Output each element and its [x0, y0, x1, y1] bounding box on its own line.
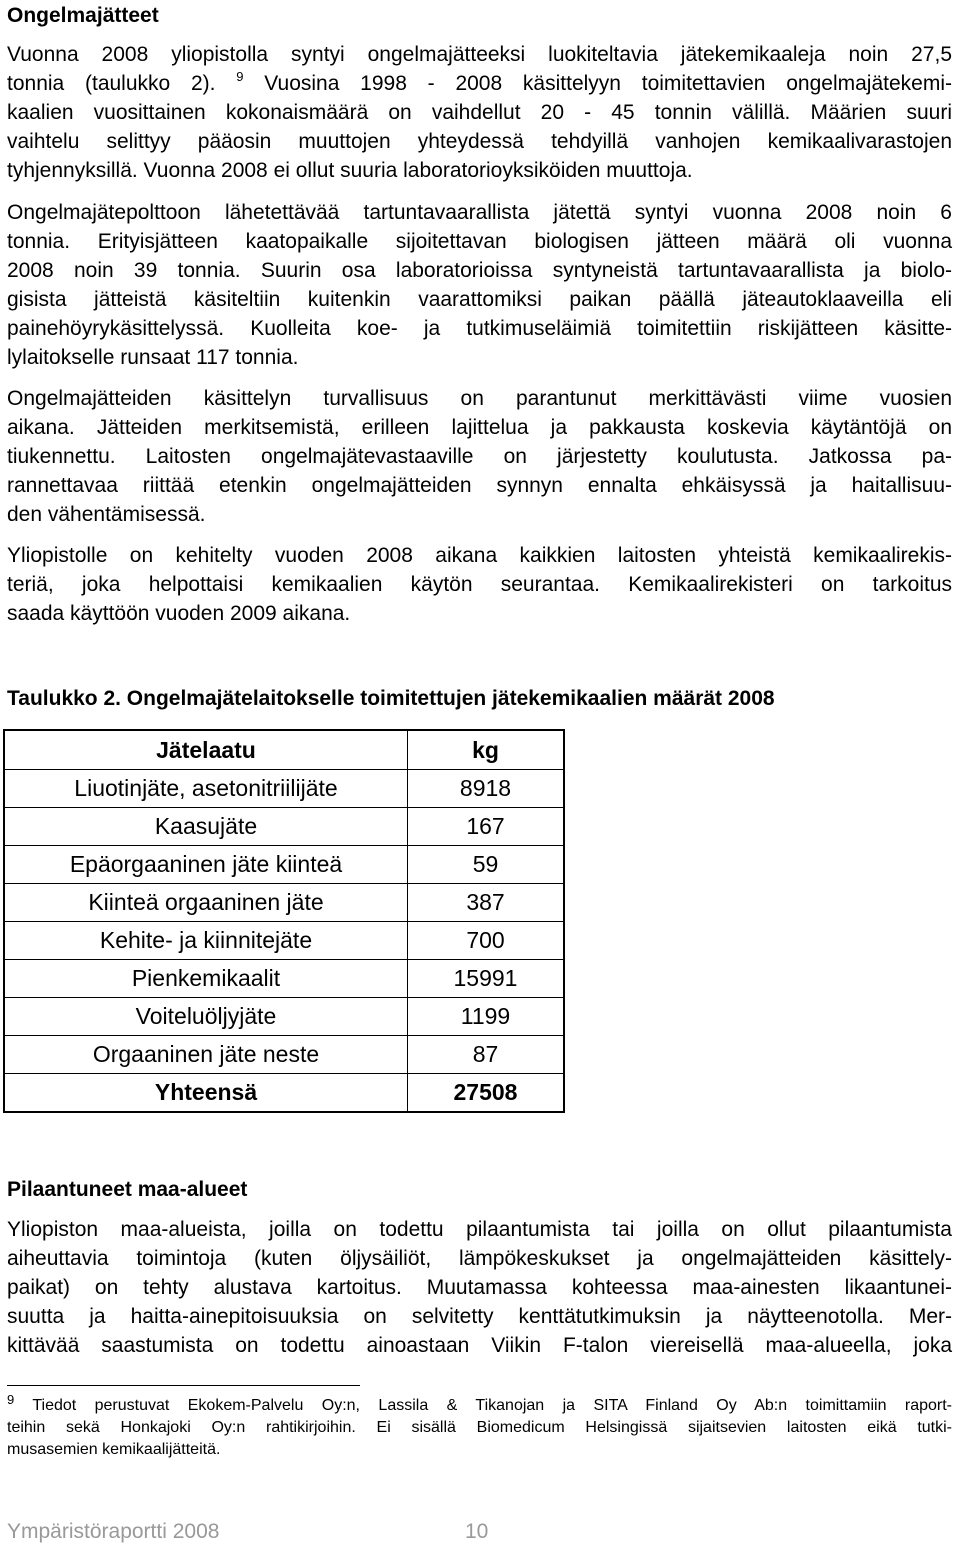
- page-footer: [7, 1520, 489, 1544]
- table-row: [4, 846, 564, 884]
- table-row: [4, 960, 564, 998]
- footnote-line: musasemien kemikaalijätteitä.: [7, 1441, 221, 1458]
- waste-chemicals-table: [3, 729, 565, 1113]
- table-row: [4, 884, 564, 922]
- footnote: [7, 1392, 952, 1461]
- table-row: [4, 770, 564, 808]
- text-fragment: Tiedot perustuvat Ekokem-Palvelu Oy:n, Lassila & Tikanojan ja SITA Finland Oy Ab:n toimittamiin raport-: [14, 1397, 952, 1414]
- text-line: 2008 noin 39 tonnia. Suurin osa laboratorioissa syntyneistä tartuntavaarallista ja biolo-: [7, 259, 952, 282]
- total-label-cell: Yhteensä: [4, 1074, 408, 1113]
- waste-type-cell: Voiteluöljyjäte: [4, 998, 408, 1036]
- kg-cell: 15991: [408, 960, 565, 998]
- kg-cell: 8918: [408, 770, 565, 808]
- waste-type-cell: Epäorgaaninen jäte kiinteä: [4, 846, 408, 884]
- text-line: [7, 69, 952, 98]
- waste-type-cell: Kehite- ja kiinnitejäte: [4, 922, 408, 960]
- footnote-line: [7, 1392, 952, 1417]
- table-total-row: [4, 1074, 564, 1113]
- footnote-reference[interactable]: 9: [236, 69, 244, 84]
- paragraph-infectious-waste: [7, 198, 952, 372]
- text-line: vaihtelu selittyy pääosin muuttojen yhteydessä tehdyillä vanhojen kemikaalivarastojen: [7, 130, 952, 153]
- text-line: tiukennettu. Laitosten ongelmajätevastaaville on järjestetty koulutusta. Jatkossa pa-: [7, 445, 952, 468]
- waste-type-cell: Liuotinjäte, asetonitriilijäte: [4, 770, 408, 808]
- table-header-row: [4, 730, 564, 770]
- footnote-separator: [7, 1385, 360, 1386]
- text-line: Ongelmajätteiden käsittelyn turvallisuus on parantunut merkittävästi viime vuosien: [7, 387, 952, 410]
- text-line: kittävää saastumista on todettu ainoastaan Viikin F-talon viereisellä maa-alueella, joka: [7, 1334, 952, 1357]
- text-line: tyhjennyksillä. Vuonna 2008 ei ollut suuria laboratorioyksiköiden muuttoja.: [7, 159, 693, 182]
- page-number: 10: [465, 1520, 489, 1543]
- text-line: Ongelmajätepolttoon lähetettävää tartuntavaarallista jätettä syntyi vuonna 2008 noin 6: [7, 201, 952, 224]
- kg-cell: 87: [408, 1036, 565, 1074]
- text-line: aiheuttavia toimintoja (kuten öljysäiliöt, lämpökeskukset ja ongelmajätteiden käsittely-: [7, 1247, 952, 1270]
- text-line: rannettavaa riittää etenkin ongelmajätteiden synnyn ennalta ehkäisyssä ja haitallisuu-: [7, 474, 952, 497]
- paragraph-chemical-register: [7, 541, 952, 628]
- table-row: [4, 922, 564, 960]
- text-line: paikat) on tehty alustava kartoitus. Muutamassa kohteessa maa-ainesten likaantunei-: [7, 1276, 952, 1299]
- text-line: Yliopistolle on kehitelty vuoden 2008 aikana kaikkien laitosten yhteistä kemikaalirekis-: [7, 544, 952, 567]
- kg-cell: 1199: [408, 998, 565, 1036]
- kg-cell: 167: [408, 808, 565, 846]
- text-fragment: Vuosina 1998 - 2008 käsittelyyn toimitettavien ongelmajätekemi-: [243, 72, 952, 95]
- footer-title: Ympäristöraportti 2008: [7, 1520, 220, 1543]
- text-line: den vähentämisessä.: [7, 503, 206, 526]
- kg-cell: 700: [408, 922, 565, 960]
- waste-type-cell: Pienkemikaalit: [4, 960, 408, 998]
- text-line: Vuonna 2008 yliopistolla syntyi ongelmajätteeksi luokiteltavia jätekemikaaleja noin 27,5: [7, 43, 952, 66]
- footnote-number: 9: [7, 1392, 15, 1407]
- paragraph-handling-safety: [7, 384, 952, 529]
- paragraph-contaminated-land: [7, 1215, 952, 1360]
- text-line: teriä, joka helpottaisi kemikaalien käytön seurantaa. Kemikaalirekisteri on tarkoitus: [7, 573, 952, 596]
- footnote-line: teihin sekä Honkajoki Oy:n rahtikirjoihin. Ei sisällä Biomedicum Helsingissä sijaitsevien laitosten eikä tutki-: [7, 1419, 952, 1436]
- total-kg-cell: 27508: [408, 1074, 565, 1113]
- text-line: saada käyttöön vuoden 2009 aikana.: [7, 602, 351, 625]
- text-line: tonnia. Erityisjätteen kaatopaikalle sijoitettavan biologisen jätteen määrä oli vuonna: [7, 230, 952, 253]
- table-row: [4, 1036, 564, 1074]
- waste-type-cell: Kaasujäte: [4, 808, 408, 846]
- section-heading-contaminated-land: Pilaantuneet maa-alueet: [7, 1178, 248, 1201]
- table-row: [4, 808, 564, 846]
- kg-cell: 387: [408, 884, 565, 922]
- section-heading-hazardous-waste: Ongelmajätteet: [7, 4, 159, 27]
- text-line: lylaitokselle runsaat 117 tonnia.: [7, 346, 299, 369]
- waste-type-cell: Kiinteä orgaaninen jäte: [4, 884, 408, 922]
- column-header-kg: kg: [408, 730, 565, 770]
- text-fragment: tonnia (taulukko 2).: [7, 72, 216, 95]
- table-caption: Taulukko 2. Ongelmajätelaitokselle toimitettujen jätekemikaalien määrät 2008: [7, 687, 775, 710]
- text-line: Yliopiston maa-alueista, joilla on todettu pilaantumista tai joilla on ollut pilaantumista: [7, 1218, 952, 1241]
- kg-cell: 59: [408, 846, 565, 884]
- column-header-waste-type: Jätelaatu: [4, 730, 408, 770]
- text-line: gisista jätteistä käsiteltiin kuitenkin vaarattomiksi paikan päällä jäteautoklaaveilla eli: [7, 288, 952, 311]
- text-line: painehöyrykäsittelyssä. Kuolleita koe- ja tutkimuseläimiä toimitettiin riskijätteen käsitte-: [7, 317, 952, 340]
- text-line: suutta ja haitta-ainepitoisuuksia on selvitetty kenttätutkimuksin ja näytteenotolla. Mer-: [7, 1305, 952, 1328]
- waste-type-cell: Orgaaninen jäte neste: [4, 1036, 408, 1074]
- paragraph-waste-amounts: [7, 40, 952, 185]
- text-line: kaalien vuosittainen kokonaismäärä on vaihdellut 20 - 45 tonnin välillä. Määrien suuri: [7, 101, 952, 124]
- text-line: aikana. Jätteiden merkitsemistä, erilleen lajittelua ja pakkausta koskevia käytäntöjä on: [7, 416, 952, 439]
- table-row: [4, 998, 564, 1036]
